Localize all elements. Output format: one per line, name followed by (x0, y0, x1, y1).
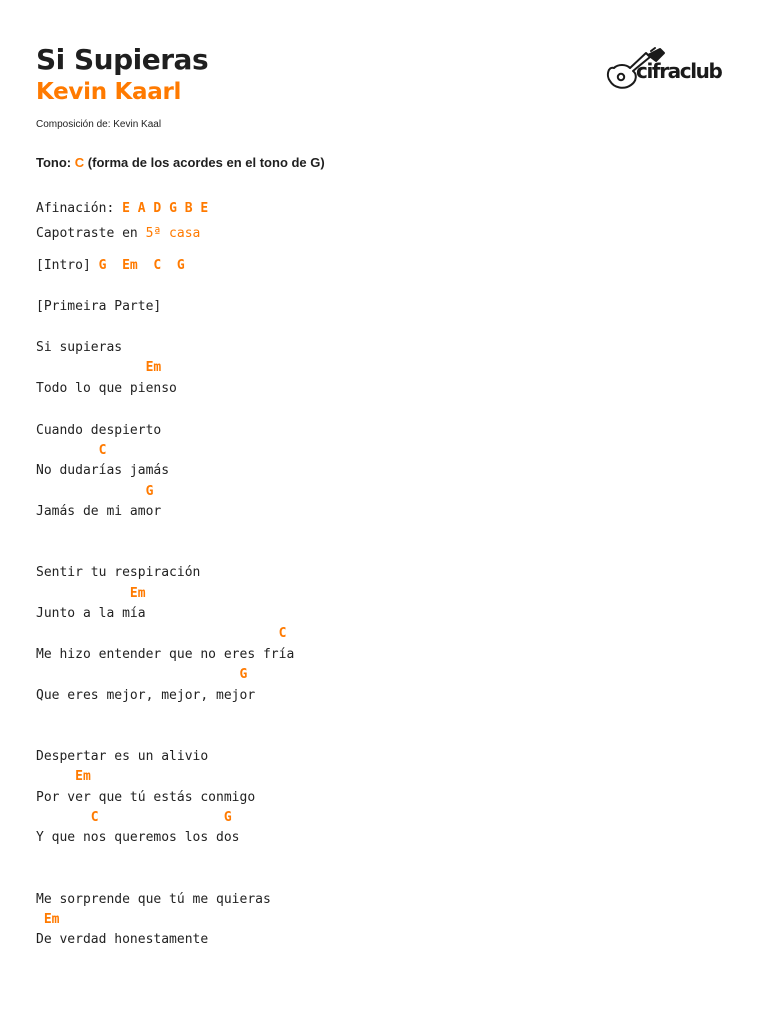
chord-intro-2[interactable]: Em (122, 258, 138, 273)
tone-line (36, 154, 325, 172)
chord-c[interactable]: C (98, 443, 107, 458)
chord-line-indent (36, 912, 44, 927)
tuning-value[interactable]: E A D G B E (122, 201, 209, 216)
tuning-label: Afinación: (36, 201, 115, 216)
chord-line-indent (36, 484, 146, 499)
lyric-line: No dudarías jamás (36, 463, 170, 478)
chord-line-indent (36, 667, 240, 682)
chord-line-indent (36, 769, 75, 784)
lyric-line: Que eres mejor, mejor, mejor (36, 688, 256, 703)
section-label: [Primeira Parte] (36, 299, 162, 314)
chord-em[interactable]: Em (145, 360, 162, 375)
tone-key[interactable]: C (74, 155, 85, 170)
chord-line (36, 359, 161, 377)
artist-name[interactable]: Kevin Kaarl (36, 79, 182, 105)
lyric-line: Despertar es un alivio (36, 749, 209, 764)
chord-em[interactable]: Em (43, 912, 60, 927)
intro-line (36, 257, 185, 275)
chord-line-indent (36, 360, 146, 375)
lyric-line: Sentir tu respiración (36, 565, 201, 580)
lyric-line: Y que nos queremos los dos (36, 830, 240, 845)
chord-em[interactable]: Em (129, 586, 146, 601)
lyric-line: Cuando despierto (36, 423, 162, 438)
lyric-line: De verdad honestamente (36, 932, 209, 947)
chord-line (36, 483, 153, 501)
chord-line-indent (36, 443, 99, 458)
cifraclub-logo[interactable] (604, 46, 722, 96)
chord-line (36, 911, 59, 929)
lyric-line: Si supieras (36, 340, 123, 355)
chord-line-indent (36, 586, 130, 601)
chord-g[interactable]: G (239, 667, 248, 682)
lyric-line: Por ver que tú estás conmigo (36, 790, 256, 805)
chord-line (36, 768, 91, 786)
lyric-line: Me sorprende que tú me quieras (36, 892, 271, 907)
tone-label: Tono: (36, 155, 72, 170)
chord-line (36, 625, 286, 643)
chord-line (36, 585, 146, 603)
lyric-line: Jamás de mi amor (36, 504, 162, 519)
chord-line (36, 442, 106, 460)
tuning-line (36, 200, 208, 218)
capo-label: Capotraste en (36, 226, 138, 241)
composer-credit: Composición de: Kevin Kaal (36, 119, 162, 130)
capo-value[interactable]: 5ª casa (145, 226, 201, 241)
song-title: Si Supieras (36, 43, 209, 76)
logo-wordmark: cifraclub (636, 59, 722, 83)
capo-line (36, 225, 200, 243)
chord-intro-1[interactable]: G (98, 258, 107, 273)
chord-intro-4[interactable]: G (176, 258, 185, 273)
chord-em[interactable]: Em (75, 769, 91, 784)
chord-g[interactable]: G (145, 484, 154, 499)
chord-c[interactable]: C (278, 626, 287, 641)
intro-label: [Intro] (36, 258, 91, 273)
chord-line (36, 666, 247, 684)
chord-line-indent (36, 626, 279, 641)
lyric-line: Me hizo entender que no eres fría (36, 647, 295, 662)
tone-note: (forma de los acordes en el tono de G) (87, 155, 325, 170)
lyric-line: Todo lo que pienso (36, 381, 177, 396)
chord-intro-3[interactable]: C (153, 258, 162, 273)
lyric-line: Junto a la mía (36, 606, 146, 621)
chord-line-c-g[interactable]: C G (36, 810, 232, 825)
